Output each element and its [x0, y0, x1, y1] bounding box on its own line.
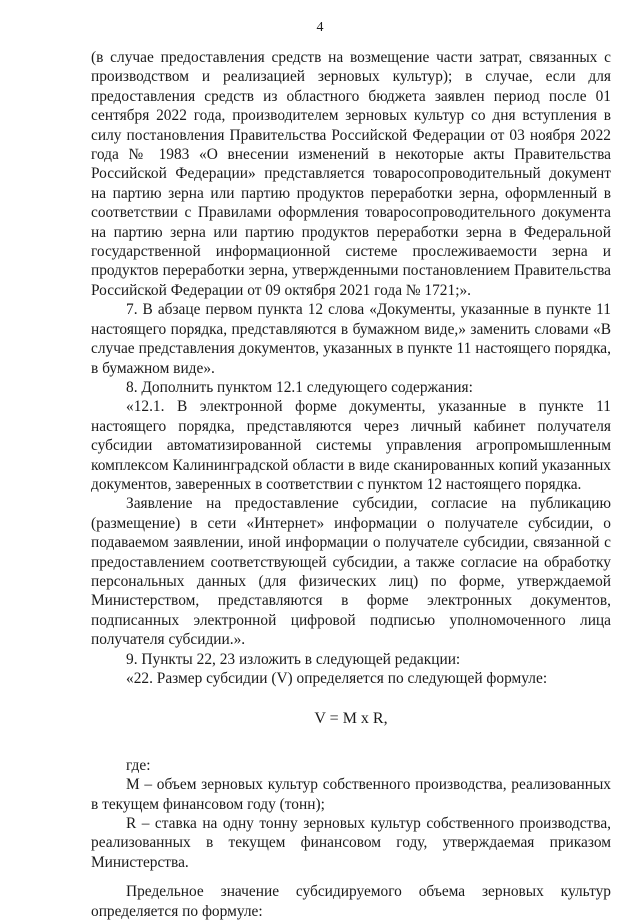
paragraph-item-7: 7. В абзаце первом пункта 12 слова «Документы, указанные в пункте 11 настоящего порядка, представляются в бумажном виде,» заменить словами «В случае представления документов, указанных в пункте 11 настоящего порядка, в бумажном виде». [91, 301, 611, 377]
paragraph-item-12-1: «12.1. В электронной форме документы, указанные в пункте 11 настоящего порядка, представляются через личный кабинет получателя субсидии автоматизированной системы управления агропромышленным комплексом Калининградской области в виде сканированных копий указанных документов, заверенных в соответствии с пунктом 12 настоящего порядка. [91, 398, 611, 493]
paragraph-where: где: [126, 756, 151, 774]
paragraph-variable-m: M – объем зерновых культур собственного производства, реализованных в текущем финансовом году (тонн); [91, 776, 611, 813]
paragraph-eligibility-conditions: (в случае предоставления средств на возмещение части затрат, связанных с производством и реализацией зерновых культур); в случае, если для предоставления средств из областного бюджета заявлен период после 01 сентября 2022 года, производителем зерновых культур со дня вступления в силу постановления Правительства Российской Федерации от 03 ноября 2022 года № 1983 «О внесении изменений в некоторые акты Правительства Российской Федерации» представляется товаросопроводительный документ на партию зерна или партию продуктов переработки зерна, оформленный в соответствии с Правилами оформления товаросопроводительного документа на партию зерна или партию продуктов переработки зерна в Федеральной государственной информационной системе прослеживаемости зерна и продуктов переработки зерна, утвержденными постановлением Правительства Российской Федерации от 09 октября 2021 года № 1721;». [91, 49, 611, 299]
paragraph-item-8: 8. Дополнить пунктом 12.1 следующего содержания: [126, 378, 473, 396]
paragraph-volume-limit: Предельное значение субсидируемого объема зерновых культур определяется по формуле: [91, 883, 611, 920]
subsidy-formula: V = M x R, [314, 710, 388, 728]
document-body [91, 48, 611, 921]
page-number: 4 [316, 20, 324, 35]
paragraph-item-22: «22. Размер субсидии (V) определяется по следующей формуле: [126, 670, 548, 687]
paragraph-item-9: 9. Пункты 22, 23 изложить в следующей редакции: [126, 650, 461, 668]
paragraph-application-consent: Заявление на предоставление субсидии, согласие на публикацию (размещение) в сети «Интернет» информации о получателе субсидии, о подаваемом заявлении, иной информации о получателе субсидии, связанной с предоставлением соответствующей субсидии, а также согласие на обработку персональных данных (для физических лиц) по форме, утверждаемой Министерством, представляются в форме электронных документов, подписанных электронной цифровой подписью уполномоченного лица получателя субсидии.». [91, 495, 611, 649]
paragraph-variable-r: R – ставка на одну тонну зерновых культур собственного производства, реализованных в текущем финансовом году, утверждаемая приказом Министерства. [91, 815, 611, 871]
